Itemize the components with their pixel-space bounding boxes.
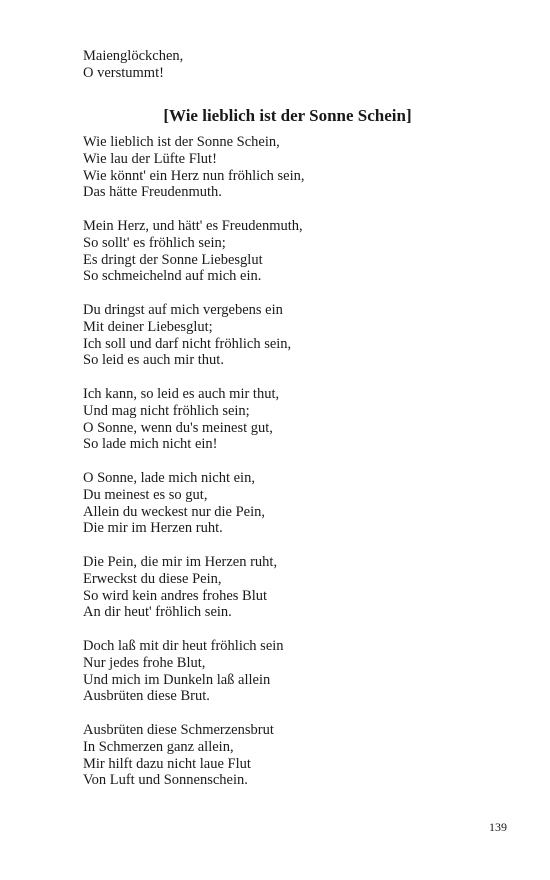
verse-line: Du meinest es so gut,: [83, 486, 208, 503]
verse-line: Und mich im Dunkeln laß allein: [83, 671, 271, 688]
stanza-4: [83, 386, 279, 453]
verse-line: Du dringst auf mich vergebens ein: [83, 302, 283, 318]
verse-line: Nur jedes frohe Blut,: [83, 654, 206, 671]
verse-line: O Sonne, wenn du's meinest gut,: [83, 419, 273, 436]
verse-line: Es dringt der Sonne Liebesglut: [83, 251, 263, 268]
poem-title: [Wie lieblich ist der Sonne Schein]: [163, 106, 412, 125]
verse-line: Ausbrüten diese Brut.: [83, 688, 210, 705]
verse-line: Mir hilft dazu nicht laue Flut: [83, 755, 251, 772]
verse-line: O Sonne, lade mich nicht ein,: [83, 470, 255, 486]
verse-line: Mein Herz, und hätt' es Freudenmuth,: [83, 218, 303, 234]
verse-line: Ich kann, so leid es auch mir thut,: [83, 386, 280, 402]
stanza-6: [83, 554, 277, 621]
stanza-2: [83, 218, 303, 285]
verse-line: Die Pein, die mir im Herzen ruht,: [83, 554, 278, 570]
verse-line: In Schmerzen ganz allein,: [83, 738, 234, 755]
verse-line: Wie lieblich ist der Sonne Schein,: [83, 134, 280, 150]
verse-line: Wie lau der Lüfte Flut!: [83, 150, 217, 167]
page-number: 139: [489, 820, 507, 834]
verse-line: Erweckst du diese Pein,: [83, 570, 222, 587]
verse-line: O verstummt!: [83, 64, 164, 81]
stanza-7: [83, 638, 284, 705]
verse-line: Das hätte Freudenmuth.: [83, 184, 222, 201]
verse-line: Allein du weckest nur die Pein,: [83, 503, 266, 520]
stanza-5: [83, 470, 265, 537]
previous-poem-ending: [83, 48, 183, 82]
verse-line: So lade mich nicht ein!: [83, 436, 218, 453]
verse-line: So schmeichelnd auf mich ein.: [83, 268, 262, 285]
verse-line: Ausbrüten diese Schmerzensbrut: [83, 722, 274, 738]
stanza-8: [83, 722, 274, 789]
stanza-1: [83, 134, 304, 201]
stanza-3: [83, 302, 291, 369]
verse-line: Wie könnt' ein Herz nun fröhlich sein,: [83, 167, 305, 184]
verse-line: So wird kein andres frohes Blut: [83, 587, 268, 604]
verse-line: An dir heut' fröhlich sein.: [83, 604, 232, 621]
verse-line: Die mir im Herzen ruht.: [83, 520, 223, 537]
verse-line: So sollt' es fröhlich sein;: [83, 234, 226, 251]
verse-line: Maienglöckchen,: [83, 48, 184, 64]
verse-line: So leid es auch mir thut.: [83, 352, 224, 369]
verse-line: Mit deiner Liebesglut;: [83, 318, 213, 335]
verse-line: Doch laß mit dir heut fröhlich sein: [83, 638, 284, 654]
verse-line: Von Luft und Sonnenschein.: [83, 772, 248, 789]
verse-line: Ich soll und darf nicht fröhlich sein,: [83, 335, 292, 352]
verse-line: Und mag nicht fröhlich sein;: [83, 402, 250, 419]
